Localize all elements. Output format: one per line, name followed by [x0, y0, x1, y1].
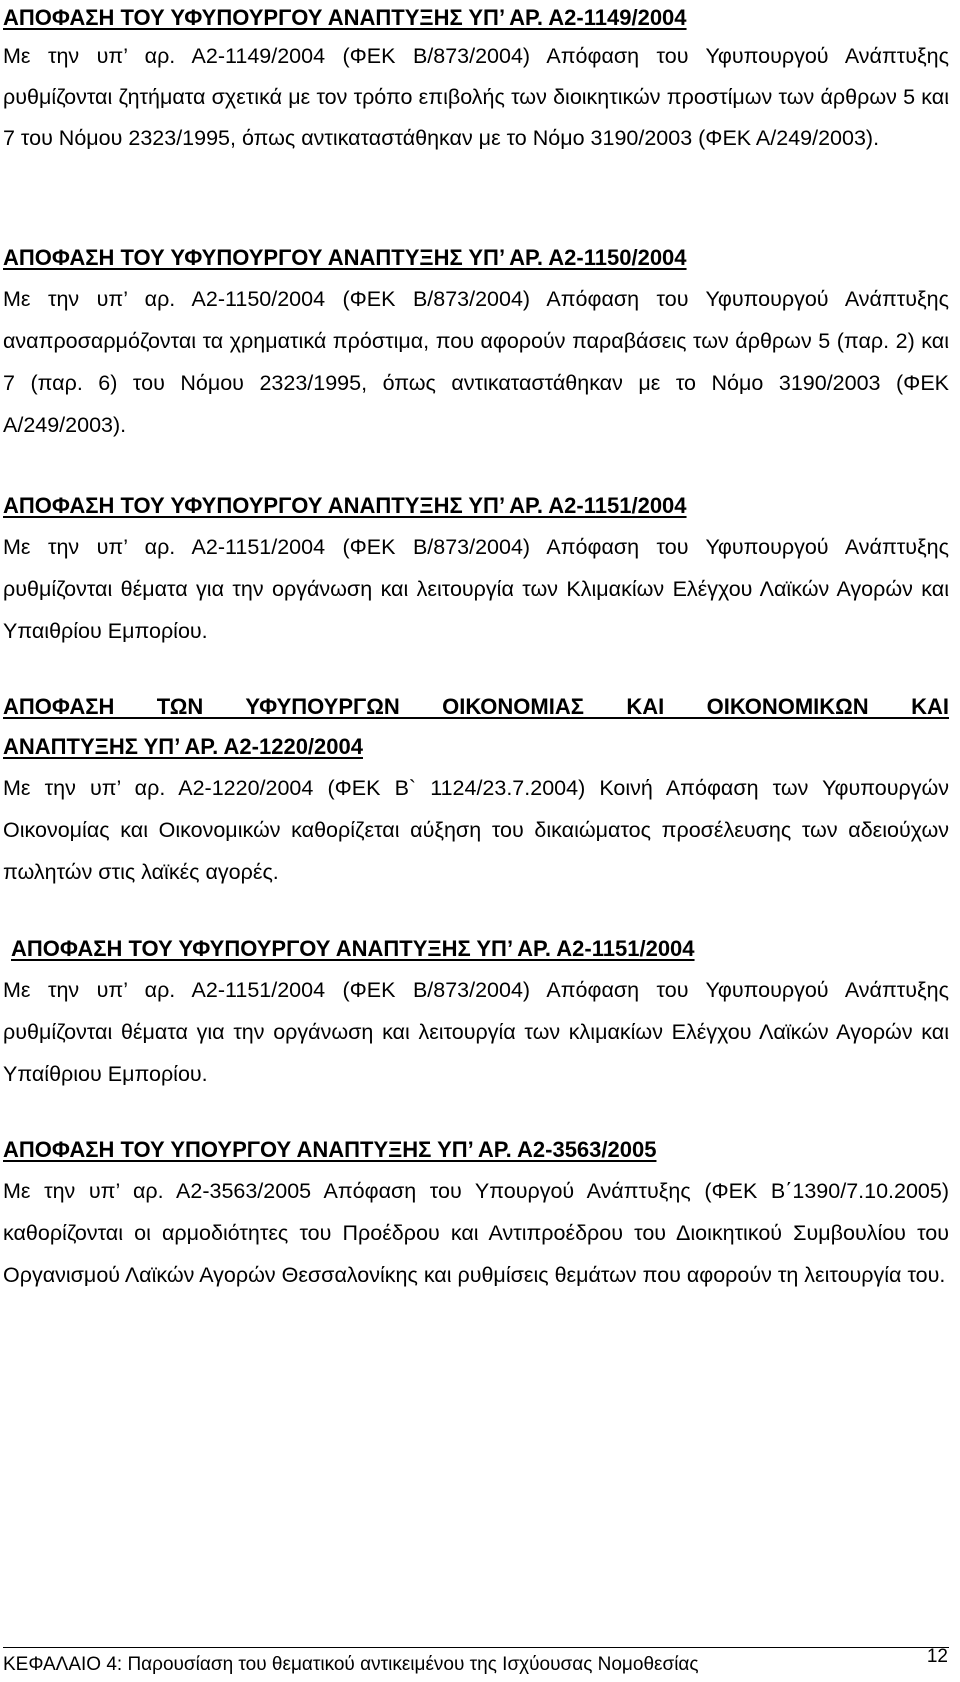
section-body: Με την υπ’ αρ. Α2-1149/2004 (ΦΕΚ Β/873/2004) Απόφαση του Υφυπουργού Ανάπτυξης ρυθμίζονται ζητήματα σχετικά με τον τρόπο επιβολής των διοικητικών προστίμων των άρθρων 5 και 7 του Νόμου 2323/1995, όπως αντικαταστάθηκαν με το Νόμο 3190/2003 (ΦΕΚ Α/249/2003). [3, 44, 949, 150]
section-heading [3, 687, 949, 767]
section-heading: ΑΠΟΦΑΣΗ ΤΟΥ ΥΠΟΥΡΓΟΥ ΑΝΑΠΤΥΞΗΣ ΥΠ’ ΑΡ. Α2-3563/2005 [3, 1137, 657, 1162]
decision-section-6 [3, 1130, 949, 1296]
decision-section-1 [3, 0, 949, 159]
decision-section-3 [3, 486, 949, 652]
page-footer [3, 1646, 949, 1678]
footer-chapter-title: ΚΕΦΑΛΑΙΟ 4: Παρουσίαση του θεματικού αντικειμένου της Ισχύουσας Νομοθεσίας [3, 1654, 699, 1675]
decision-section-2 [3, 238, 949, 446]
section-body: Με την υπ’ αρ. Α2-1220/2004 (ΦΕΚ Β` 1124/23.7.2004) Κοινή Απόφαση των Υφυπουργών Οικονομίας και Οικονομικών καθορίζεται αύξηση του δικαιώματος προσέλευσης των αδειούχων πωλητών στις λαϊκές αγορές. [3, 776, 949, 884]
section-heading-line-2: ΑΝΑΠΤΥΞΗΣ ΥΠ’ ΑΡ. Α2-1220/2004 [3, 734, 363, 759]
section-heading: ΑΠΟΦΑΣΗ ΤΟΥ ΥΦΥΠΟΥΡΓΟΥ ΑΝΑΠΤΥΞΗΣ ΥΠ’ ΑΡ. Α2-1149/2004 [3, 5, 687, 30]
section-heading: ΑΠΟΦΑΣΗ ΤΟΥ ΥΦΥΠΟΥΡΓΟΥ ΑΝΑΠΤΥΞΗΣ ΥΠ’ ΑΡ. Α2-1150/2004 [3, 245, 687, 270]
section-heading-line-1: ΑΠΟΦΑΣΗ ΤΩΝ ΥΦΥΠΟΥΡΓΩΝ ΟΙΚΟΝΟΜΙΑΣ ΚΑΙ ΟΙΚΟΝΟΜΙΚΩΝ ΚΑΙ [3, 694, 949, 719]
page-number: 12 [926, 1646, 948, 1667]
section-body: Με την υπ’ αρ. Α2-3563/2005 Απόφαση του Υπουργού Ανάπτυξης (ΦΕΚ Β΄1390/7.10.2005) καθορίζονται οι αρμοδιότητες του Προέδρου και Αντιπροέδρου του Διοικητικού Συμβουλίου του Οργανισμού Λαϊκών Αγορών Θεσσαλονίκης και ρυθμίσεις θεμάτων που αφορούν τη λειτουργία του. [3, 1179, 949, 1287]
section-body: Με την υπ’ αρ. Α2-1151/2004 (ΦΕΚ Β/873/2004) Απόφαση του Υφυπουργού Ανάπτυξης ρυθμίζονται θέματα για την οργάνωση και λειτουργία των κλιμακίων Ελέγχου Λαϊκών Αγορών και Υπαίθριου Εμπορίου. [3, 978, 949, 1086]
decision-section-4 [3, 687, 949, 893]
section-body: Με την υπ’ αρ. Α2-1151/2004 (ΦΕΚ Β/873/2004) Απόφαση του Υφυπουργού Ανάπτυξης ρυθμίζονται θέματα για την οργάνωση και λειτουργία των Κλιμακίων Ελέγχου Λαϊκών Αγορών και Υπαιθρίου Εμπορίου. [3, 535, 949, 643]
section-heading: ΑΠΟΦΑΣΗ ΤΟΥ ΥΦΥΠΟΥΡΓΟΥ ΑΝΑΠΤΥΞΗΣ ΥΠ’ ΑΡ. Α2-1151/2004 [11, 936, 695, 961]
decision-section-5 [3, 929, 949, 1095]
footer-divider [3, 1647, 949, 1648]
section-body: Με την υπ’ αρ. Α2-1150/2004 (ΦΕΚ Β/873/2004) Απόφαση του Υφυπουργού Ανάπτυξης αναπροσαρμόζονται τα χρηματικά πρόστιμα, που αφορούν παραβάσεις των άρθρων 5 (παρ. 2) και 7 (παρ. 6) του Νόμου 2323/1995, όπως αντικαταστάθηκαν με το Νόμο 3190/2003 (ΦΕΚ Α/249/2003). [3, 287, 949, 437]
section-heading: ΑΠΟΦΑΣΗ ΤΟΥ ΥΦΥΠΟΥΡΓΟΥ ΑΝΑΠΤΥΞΗΣ ΥΠ’ ΑΡ. Α2-1151/2004 [3, 493, 687, 518]
